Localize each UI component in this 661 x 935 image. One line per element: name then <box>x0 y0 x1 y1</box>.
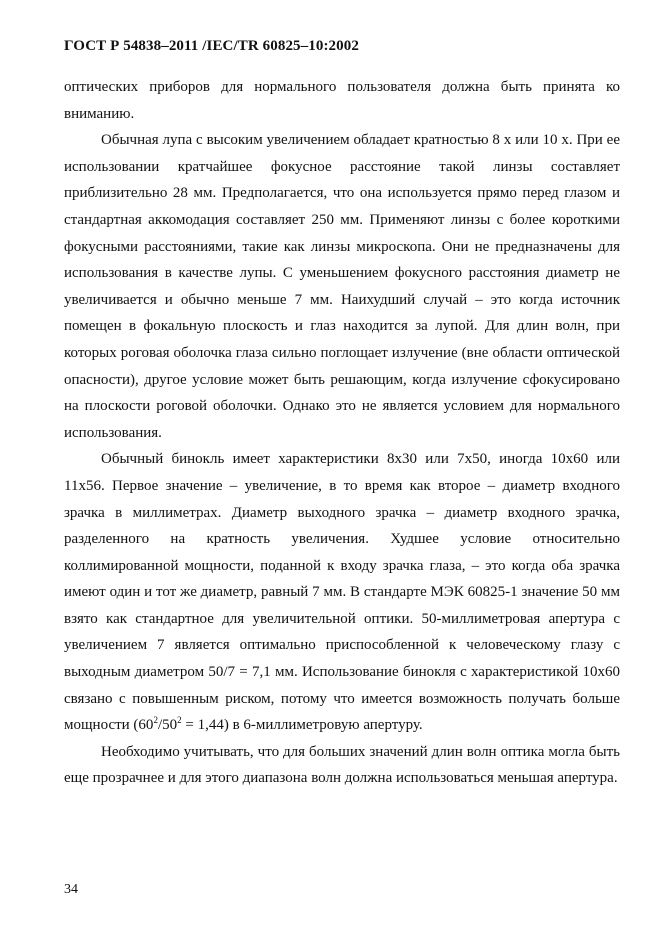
paragraph-binocular-text: Обычный бинокль имеет характеристики 8х30 или 7х50, иногда 10х60 или 11х56. Первое значение – увеличение, в то время как второе – диаметр входного зрачка в миллиметрах. Диаметр выходного зрачка – диаметр входного зрачка, разделенного на кратность увеличения. Худшее условие относительно коллимированной мощности, поданной к входу зрачка глаза, – это когда оба зрачка имеют один и тот же диаметр, равный 7 мм. В стандарте МЭК 60825-1 значение 50 мм взято как стандартное для увеличительной оптики. 50-миллиметровая апертура с увеличением 7 является оптимально приспособленной к человеческому глазу с выходным диаметром 50/7 = 7,1 мм. Использование бинокля с характеристикой 10х60 связано с повышенным риском, потому что имеется возможность получать больше мощности (60 <box>64 451 620 734</box>
superscript-exponent: 2 <box>177 715 182 726</box>
body-text <box>64 74 620 792</box>
paragraph-continuation: оптических приборов для нормального пользователя должна быть принята ко вниманию. <box>64 79 620 122</box>
paragraph-wavelengths: Необходимо учитывать, что для больших значений длин волн оптика могла быть еще прозрачнее и для этого диапазона волн должна использоваться меньшая апертура. <box>64 743 620 787</box>
paragraph-magnifier: Обычная лупа с высоким увеличением обладает кратностью 8 х или 10 х. При ее использовании кратчайшее фокусное расстояние такой линзы составляет приблизительно 28 мм. Предполагается, что она используется прямо перед глазом и стандартная аккомодация составляет 250 мм. Применяют линзы с более короткими фокусными расстояниями, такие как линзы микроскопа. Они не предназначены для использования в качестве лупы. С уменьшением фокусного расстояния диаметр не увеличивается и обычно меньше 7 мм. Наихудший случай – это когда источник помещен в фокальную плоскость и глаз находится за лупой. Для длин волн, при которых роговая оболочка глаза сильно поглощает излучение (вне области оптической опасности), другое условие может быть решающим, когда излучение сфокусировано на плоскости роговой оболочки. Однако это не является условием для нормального использования. <box>64 132 620 441</box>
superscript-exponent: 2 <box>153 715 158 726</box>
paragraph-binocular <box>64 446 620 739</box>
paragraph-binocular-fraction: /50 <box>157 717 178 734</box>
document-header: ГОСТ Р 54838–2011 /IEC/TR 60825–10:2002 <box>64 38 359 54</box>
paragraph-binocular-end: = 1,44) в 6-миллиметровую апертуру. <box>181 717 423 734</box>
page-number: 34 <box>64 882 78 897</box>
